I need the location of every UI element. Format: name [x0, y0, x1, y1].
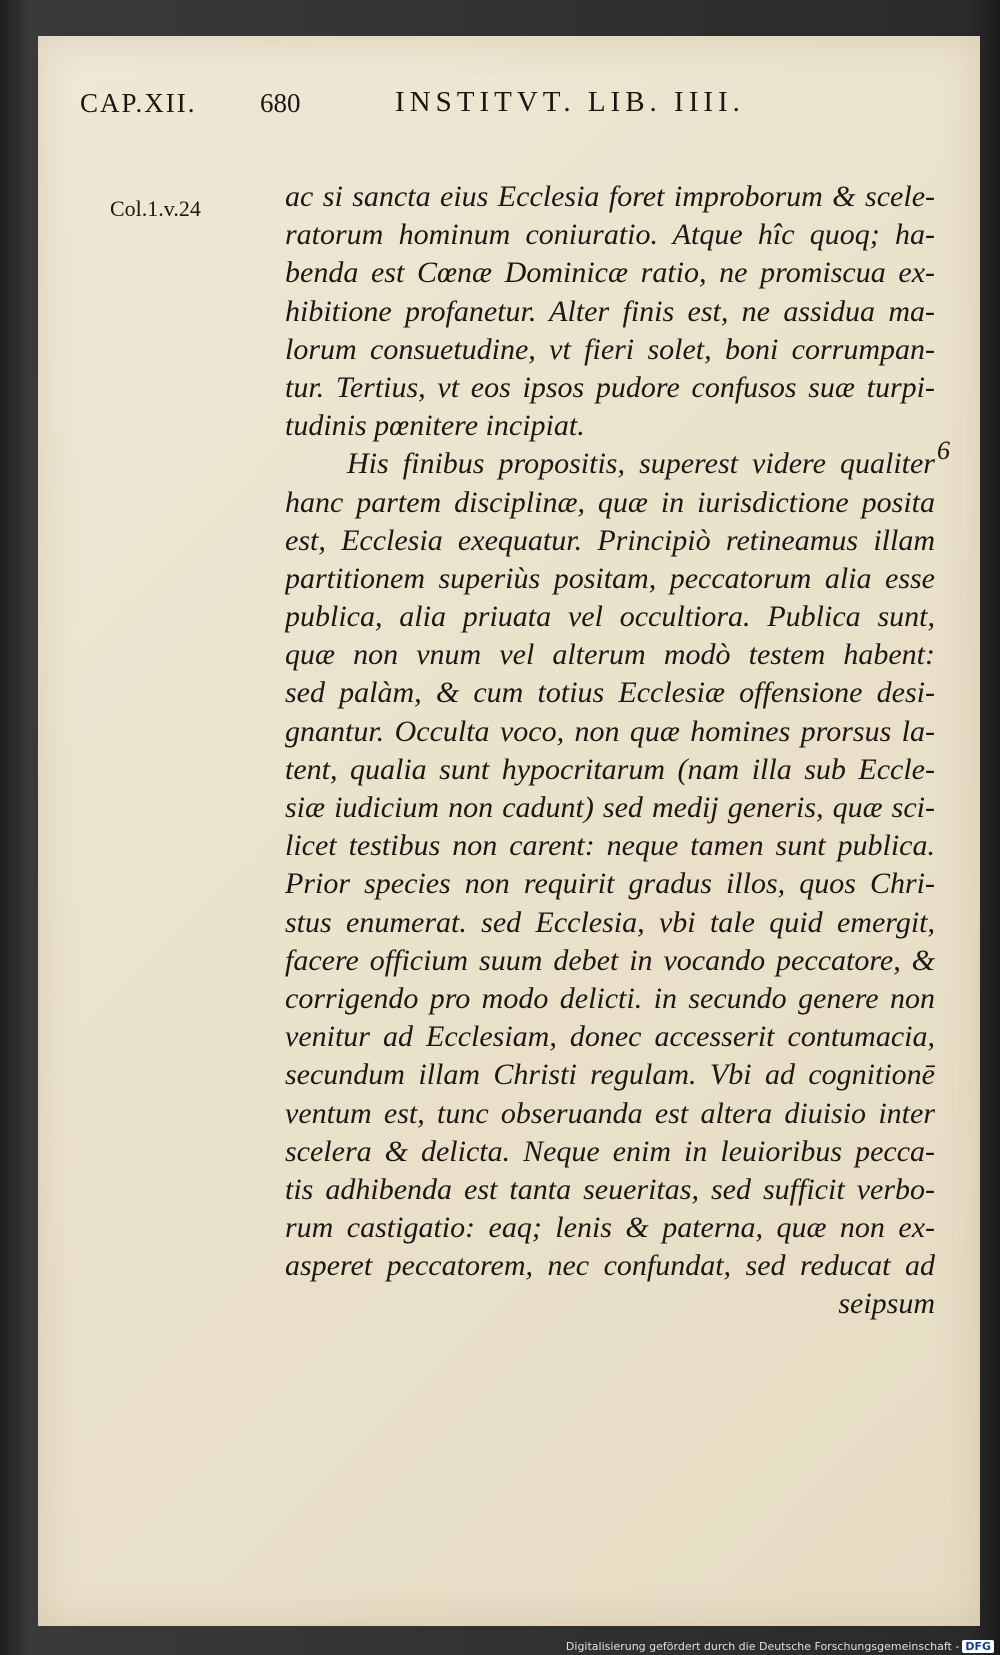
page-number: 680 [260, 88, 301, 118]
body-text [285, 178, 935, 1324]
text-line: ratorum hominum coniuratio. Atque hîc quoq; ha- [285, 218, 935, 252]
text-line: benda est Cœnæ Dominicæ ratio, ne promiscua ex- [285, 256, 935, 290]
text-line: siæ iudicium non cadunt) sed medij generis, quæ sci- [285, 791, 935, 824]
text-line: licet testibus non carent: neque tamen sunt publica. [285, 829, 935, 863]
text-line: ventum est, tunc obseruanda est altera diuisio inter [285, 1096, 935, 1130]
text-line: Prior species non requirit gradus illos, quos Chri- [285, 867, 935, 901]
text-line: gnantur. Occulta voco, non quæ homines prorsus la- [285, 714, 935, 748]
text-line: rum castigatio: eaq; lenis & paterna, quæ non ex- [285, 1211, 935, 1245]
text-line: His finibus propositis, superest videre qualiter [347, 447, 935, 481]
text-line: publica, alia priuata vel occultiora. Publica sunt, [285, 600, 935, 634]
text-line: tis adhibenda est tanta seueritas, sed sufficit verbo- [285, 1172, 935, 1206]
text-line: partitionem superiùs positam, peccatorum alia esse [285, 561, 935, 595]
text-line: asperet peccatorem, nec confundat, sed reducat ad [285, 1249, 935, 1283]
text-line: tent, qualia sunt hypocritarum (nam illa sub Eccle- [285, 752, 935, 786]
text-line: quæ non vnum vel alterum modò testem habent: [285, 638, 935, 672]
text-line: venitur ad Ecclesiam, donec accesserit contumacia, [285, 1020, 935, 1054]
text-line: est, Ecclesia exequatur. Principiò retineamus illam [285, 523, 935, 557]
text-line: corrigendo pro modo delicti. in secundo genere non [285, 981, 935, 1015]
text-line: tur. Tertius, vt eos ipsos pudore confusos suæ turpi- [285, 370, 935, 404]
running-title: INSTITVT. LIB. IIII. [395, 86, 745, 118]
text-line: scelera & delicta. Neque enim in leuioribus pecca- [285, 1134, 935, 1168]
dfg-logo-icon: DFG [962, 1640, 994, 1653]
text-line: secundum illam Christi regulam. Vbi ad cognitionē [285, 1058, 935, 1092]
chapter-marker: CAP.XII. [80, 88, 197, 118]
text-line: hibitione profanetur. Alter finis est, ne assidua ma- [285, 294, 935, 328]
text-line: tudinis pœnitere incipiat. [285, 409, 585, 443]
catchword: seipsum [838, 1287, 935, 1321]
credit-text: Digitalisierung gefördert durch die Deutsche Forschungsgemeinschaft - [565, 1640, 960, 1653]
text-line: hanc partem disciplinæ, quæ in iurisdictione posita [285, 485, 935, 519]
book-page [38, 36, 980, 1626]
text-line: sed palàm, & cum totius Ecclesiæ offensione desi- [285, 676, 935, 710]
section-number: 6 [937, 436, 950, 465]
text-line: ac si sancta eius Ecclesia foret improborum & scele- [285, 180, 935, 213]
text-line: stus enumerat. sed Ecclesia, vbi tale quid emergit, [285, 905, 935, 939]
margin-reference: Col.1.v.24 [110, 196, 201, 221]
digitization-credit [566, 1640, 994, 1653]
text-line: lorum consuetudine, vt fieri solet, boni corrumpan- [285, 332, 935, 366]
text-line: facere officium suum debet in vocando peccatore, & [285, 943, 935, 977]
